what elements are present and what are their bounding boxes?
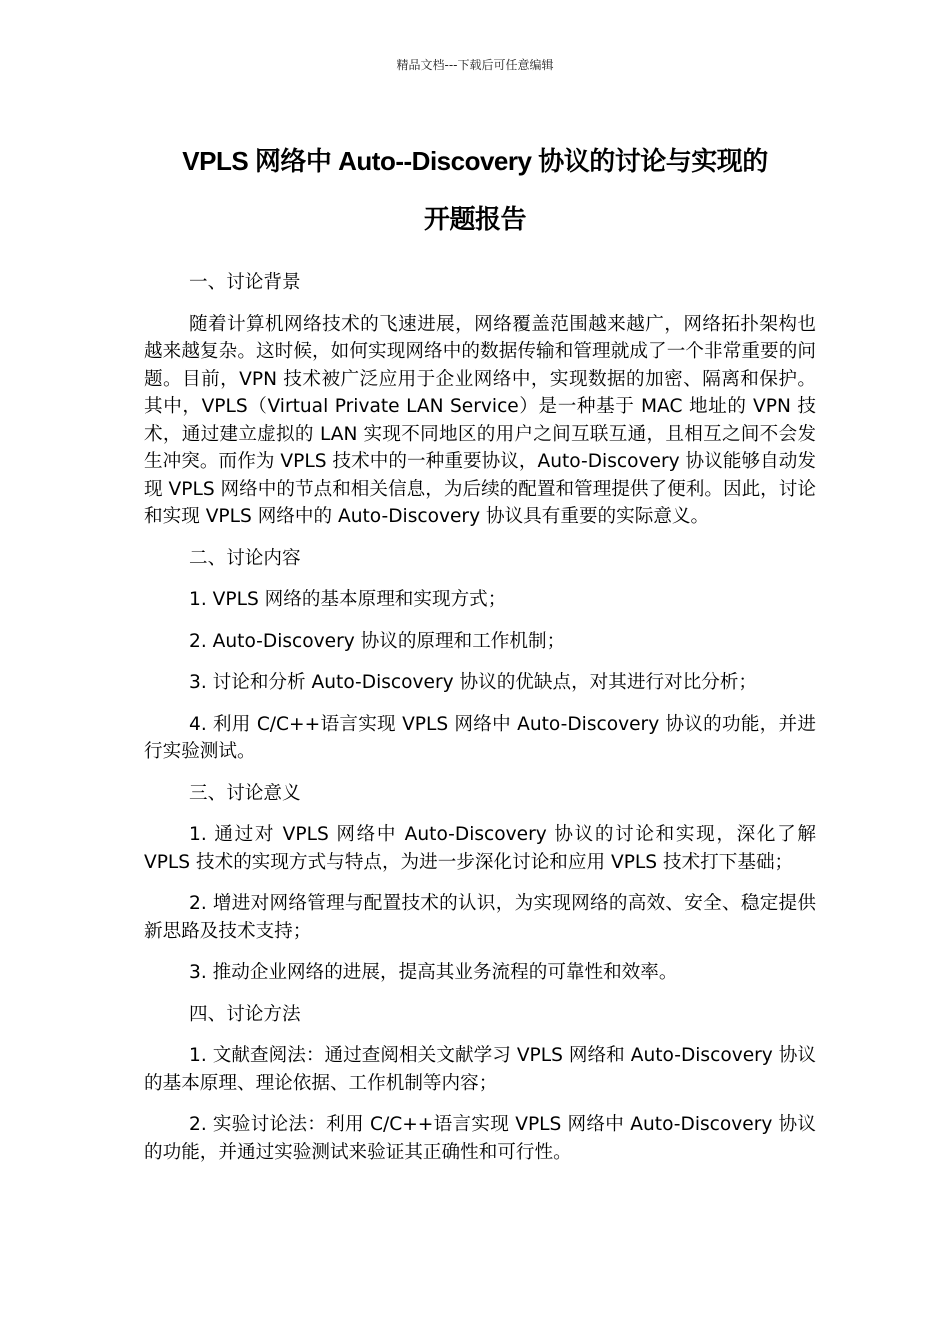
significance-item: 1. 通过对 VPLS 网络中 Auto-Discovery 协议的讨论和实现，深化了解 VPLS 技术的实现方式与特点，为进一步深化讨论和应用 VPLS 技术打下基础； <box>144 824 816 873</box>
document-title <box>120 132 830 248</box>
content-item: 3. 讨论和分析 Auto-Discovery 协议的优缺点，对其进行对比分析； <box>189 672 758 693</box>
section-heading-methods: 四、讨论方法 <box>189 1003 301 1025</box>
section-heading-background: 一、讨论背景 <box>189 272 301 293</box>
significance-item: 3. 推动企业网络的进展，提高其业务流程的可靠性和效率。 <box>189 962 678 983</box>
methods-item: 2. 实验讨论法：利用 C/C++语言实现 VPLS 网络中 Auto-Discovery 协议的功能，并通过实验测试来验证其正确性和可行性。 <box>144 1114 816 1163</box>
methods-item: 1. 文献查阅法：通过查阅相关文献学习 VPLS 网络和 Auto-Discovery 协议的基本原理、理论依据、工作机制等内容； <box>144 1045 816 1094</box>
document-body <box>144 269 816 1180</box>
content-item: 2. Auto-Discovery 协议的原理和工作机制； <box>189 630 566 652</box>
section-heading-content: 二、讨论内容 <box>189 547 301 569</box>
title-line-2: 开题报告 <box>423 204 526 234</box>
background-paragraph: 随着计算机网络技术的飞速进展，网络覆盖范围越来越广，网络拓扑架构也越来越复杂。这时候，如何实现网络中的数据传输和管理就成了一个非常重要的问题。目前，VPN 技术被广泛应用于企业网络中，实现数据的加密、隔离和保护。其中，VPLS（Virtual Private LAN Service）是一种基于 MAC 地址的 VPN 技术，通过建立虚拟的 LAN 实现不同地区的用户之间互联互通，且相互之间不会发生冲突。而作为 VPLS 技术中的一种重要协议，Auto-Discovery 协议能够自动发现 VPLS 网络中的节点和相关信息，为后续的配置和管理提供了便利。因此，讨论和实现 VPLS 网络中的 Auto-Discovery 协议具有重要的实际意义。 <box>144 313 816 527</box>
significance-item: 2. 增进对网络管理与配置技术的认识，为实现网络的高效、安全、稳定提供新思路及技术支持； <box>144 893 816 942</box>
title-line-1: VPLS 网络中 Auto--Discovery 协议的讨论与实现的 <box>182 146 768 176</box>
header-note: 精品文档---下载后可任意编辑 <box>396 58 554 72</box>
section-heading-significance: 三、讨论意义 <box>189 782 301 804</box>
content-item: 1. VPLS 网络的基本原理和实现方式； <box>189 589 507 610</box>
content-item: 4. 利用 C/C++语言实现 VPLS 网络中 Auto-Discovery 协议的功能，并进行实验测试。 <box>144 713 816 762</box>
